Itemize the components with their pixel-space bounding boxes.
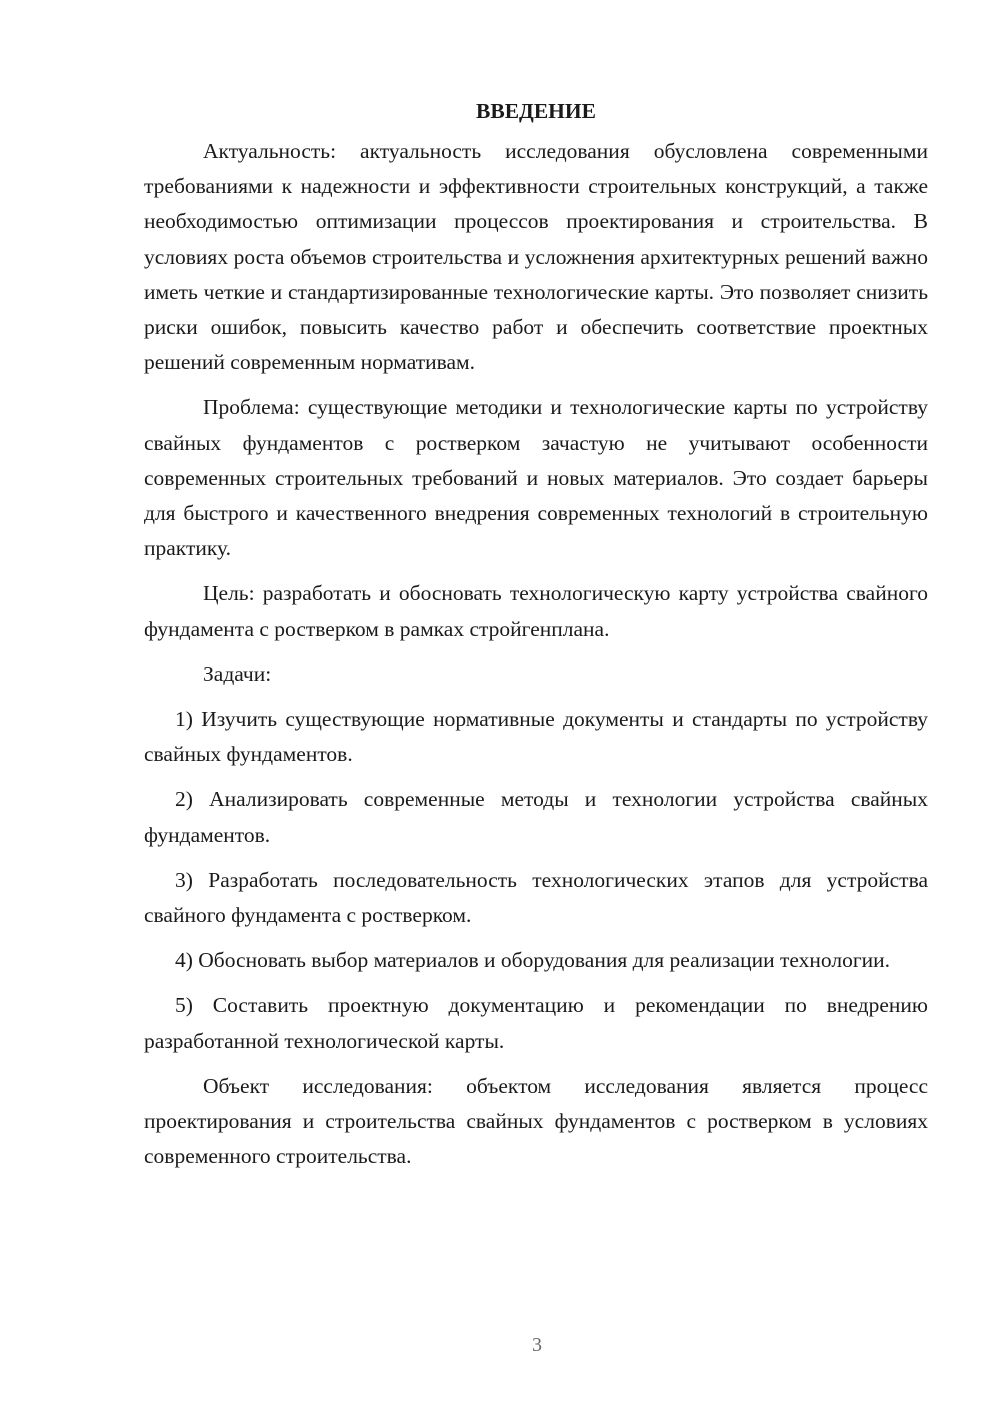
task-item-3: 3) Разработать последовательность технологических этапов для устройства свайного фундамента с ростверком. <box>144 867 928 928</box>
task-item-4: 4) Обосновать выбор материалов и оборудования для реализации технологии. <box>175 948 891 973</box>
problem-paragraph: Проблема: существующие методики и технологические карты по устройству свайных фундаментов с ростверком зачастую не учитывают особенности современных строительных требований и новых материалов. Это создает барьеры для быстрого и качественного внедрения современных технологий в строительную практику. <box>144 395 928 561</box>
tasks-label: Задачи: <box>203 661 272 686</box>
page-content <box>144 96 928 1184</box>
task-item-1: 1) Изучить существующие нормативные документы и стандарты по устройству свайных фундаментов. <box>144 707 928 767</box>
section-title: ВВЕДЕНИЕ <box>476 99 596 123</box>
relevance-paragraph: Актуальность: актуальность исследования обусловлена современными требованиями к надежности и эффективности строительных конструкций, а также необходимостью оптимизации процессов проектирования и строительства. В условиях роста объемов строительства и усложнения архитектурных решений важно иметь четкие и стандартизированные технологические карты. Это позволяет снизить риски ошибок, повысить качество работ и обеспечить соответствие проектных решений современным нормативам. <box>144 139 928 375</box>
page-number: 3 <box>532 1334 542 1356</box>
goal-paragraph: Цель: разработать и обосновать технологическую карту устройства свайного фундамента с ростверком в рамках стройгенплана. <box>144 581 928 641</box>
task-item-2: 2) Анализировать современные методы и технологии устройства свайных фундаментов. <box>144 787 928 847</box>
object-paragraph: Объект исследования: объектом исследования является процесс проектирования и строительства свайных фундаментов с ростверком в условиях современного строительства. <box>144 1073 928 1169</box>
task-item-5: 5) Составить проектную документацию и рекомендации по внедрению разработанной технологической карты. <box>144 993 928 1053</box>
